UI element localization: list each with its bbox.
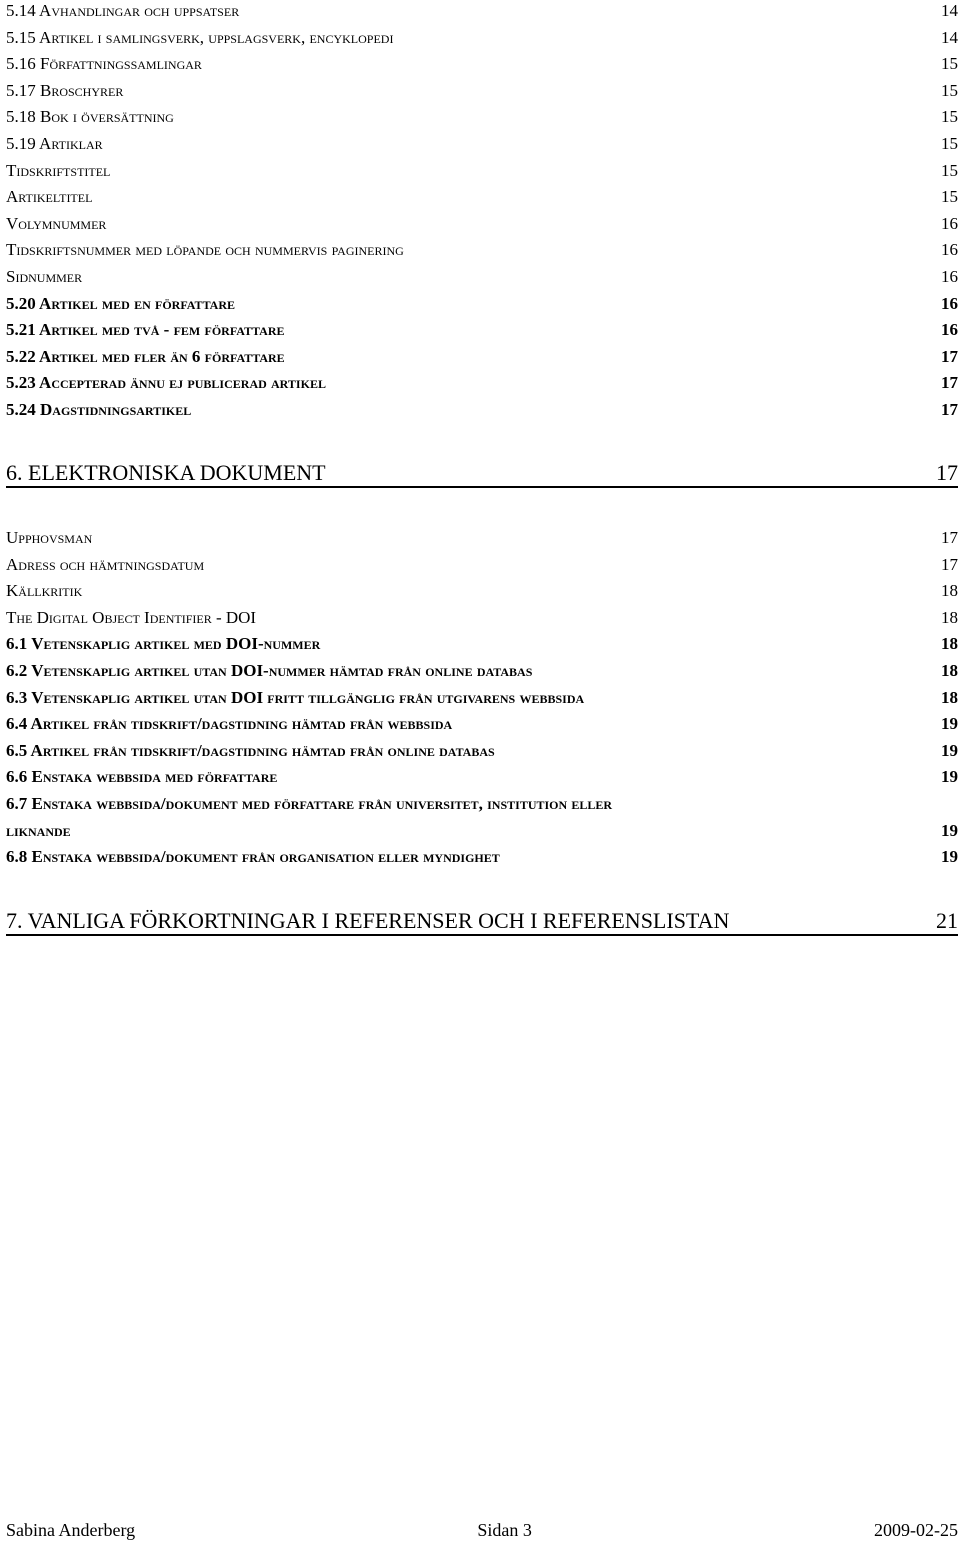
toc-entry[interactable] (6, 51, 958, 77)
footer-author: Sabina Anderberg (6, 1520, 136, 1540)
toc-entry-page: 14 (941, 27, 958, 47)
toc-entry-label: The Digital Object Identifier - DOI (6, 607, 257, 627)
page-footer (6, 1520, 958, 1541)
toc-entry[interactable] (6, 264, 958, 290)
toc-entry-page: 18 (941, 634, 958, 654)
toc-entry-label: 5.18 Bok i översättning (6, 107, 174, 127)
toc-entry[interactable] (6, 711, 958, 737)
toc-entry-label: 5.21 Artikel med två - fem författare (6, 320, 285, 340)
toc-entry-label: Tidskriftsnummer med löpande och nummervis paginering (6, 240, 404, 260)
toc-entry-page: 16 (941, 293, 958, 313)
toc-entry-label: 5.15 Artikel i samlingsverk, uppslagsverk, encyklopedi (6, 27, 394, 47)
toc-entry[interactable] (6, 370, 958, 396)
toc-entry-page: 15 (941, 134, 958, 153)
toc-entry-label: 5.19 Artiklar (6, 134, 103, 153)
toc-entry[interactable] (6, 291, 958, 317)
toc-entry-label: 5.22 Artikel med fler än 6 författare (6, 346, 285, 366)
toc-entry-page: 18 (941, 661, 958, 680)
toc-entry-page: 15 (941, 107, 958, 127)
toc-entry[interactable] (6, 104, 958, 130)
toc-entry[interactable] (6, 397, 958, 423)
toc-entry-page: 15 (941, 54, 958, 74)
toc-entry-label: 6.3 Vetenskaplig artikel utan DOI fritt tillgänglig från utgivarens webbsida (6, 687, 585, 707)
toc-entry-label: 5.14 Avhandlingar och uppsatser (6, 1, 240, 20)
toc-entry[interactable] (6, 685, 958, 711)
toc-entry[interactable] (6, 184, 958, 210)
toc-entry[interactable] (6, 818, 958, 844)
toc-entry[interactable] (6, 525, 958, 551)
toc-entry[interactable] (6, 344, 958, 370)
toc-entry-page: 18 (941, 581, 958, 601)
toc-entry-label: 6.8 Enstaka webbsida/dokument från organisation eller myndighet (6, 847, 500, 867)
toc-entry[interactable] (6, 791, 958, 817)
toc-entry-label: 5.20 Artikel med en författare (6, 293, 236, 313)
toc-entry[interactable] (6, 131, 958, 157)
toc-entry[interactable] (6, 738, 958, 764)
toc-entry-page: 16 (941, 320, 958, 340)
toc-entry[interactable] (6, 658, 958, 684)
toc-entry-page: 17 (941, 400, 958, 419)
toc-entry-page: 19 (941, 820, 958, 840)
toc-entry-label: Källkritik (6, 581, 83, 601)
toc-entry-page: 19 (941, 714, 958, 734)
toc-entry-label: Volymnummer (6, 213, 107, 233)
toc-entry-label: 5.17 Broschyrer (6, 80, 124, 100)
toc-entry-page: 15 (941, 187, 958, 207)
toc-entry[interactable] (6, 158, 958, 184)
toc-entry-page: 18 (941, 687, 958, 707)
toc-entry-page: 16 (941, 213, 958, 233)
toc-entry-page: 16 (941, 267, 958, 286)
toc-entry-label: 6.6 Enstaka webbsida med författare (6, 767, 278, 787)
toc-entry[interactable] (6, 552, 958, 578)
toc-entry[interactable] (6, 908, 958, 934)
toc-entry-label: 6.2 Vetenskaplig artikel utan DOI-nummer hämtad från online databas (6, 661, 533, 680)
toc-entry-label: liknande (6, 820, 71, 840)
toc-entry-label: 7. VANLIGA FÖRKORTNINGAR I REFERENSER OCH I REFERENSLISTAN (6, 908, 932, 936)
toc-entry-label: Sidnummer (6, 267, 83, 286)
toc-entry-page: 21 (932, 908, 958, 936)
toc-entry[interactable] (6, 605, 958, 631)
toc-entry[interactable] (6, 460, 958, 486)
toc-entry-page: 14 (941, 1, 958, 20)
toc-entry-page: 17 (941, 346, 958, 366)
toc-entry[interactable] (6, 78, 958, 104)
toc-entry-label: 5.16 Författningssamlingar (6, 54, 202, 74)
toc-entry-label: 6.1 Vetenskaplig artikel med DOI-nummer (6, 634, 321, 654)
toc-entry-page: 15 (941, 80, 958, 100)
toc-entry-label: Tidskriftstitel (6, 160, 111, 180)
toc-entry[interactable] (6, 237, 958, 263)
toc-entry[interactable] (6, 211, 958, 237)
toc-entry-page: 17 (941, 528, 958, 547)
toc-entry-label: Upphovsman (6, 528, 93, 547)
toc-entry-label: 5.24 Dagstidningsartikel (6, 400, 192, 419)
toc-entry-label: 6.4 Artikel från tidskrift/dagstidning hämtad från webbsida (6, 714, 453, 734)
toc-entry-page: 19 (941, 847, 958, 867)
toc-entry-label: Artikeltitel (6, 187, 93, 207)
toc-entry-page: 17 (932, 460, 958, 488)
toc-entry-page: 19 (941, 740, 958, 760)
toc-entry-label: 6.7 Enstaka webbsida/dokument med författare från universitet, institution eller (6, 794, 613, 813)
toc-entry[interactable] (6, 631, 958, 657)
toc-entry-page: 17 (941, 373, 958, 393)
toc-entry-page: 19 (941, 767, 958, 787)
toc-entry-label: 6. ELEKTRONISKA DOKUMENT (6, 460, 932, 488)
footer-page-number: Sidan 3 (477, 1520, 532, 1540)
footer-date: 2009-02-25 (874, 1520, 958, 1540)
toc-entry[interactable] (6, 764, 958, 790)
toc-entry-label: 5.23 Accepterad ännu ej publicerad artikel (6, 373, 326, 393)
toc-entry[interactable] (6, 0, 958, 24)
toc-entry-page: 17 (941, 554, 958, 574)
toc-entry-page: 16 (941, 240, 958, 260)
toc-entry[interactable] (6, 25, 958, 51)
toc-entry-label: 6.5 Artikel från tidskrift/dagstidning hämtad från online databas (6, 740, 495, 760)
toc-entry[interactable] (6, 844, 958, 870)
toc-entry-page: 15 (941, 160, 958, 180)
toc-entry[interactable] (6, 317, 958, 343)
toc-entry-label: Adress och hämtningsdatum (6, 554, 205, 574)
toc-entry-page: 18 (941, 607, 958, 627)
toc-entry[interactable] (6, 578, 958, 604)
